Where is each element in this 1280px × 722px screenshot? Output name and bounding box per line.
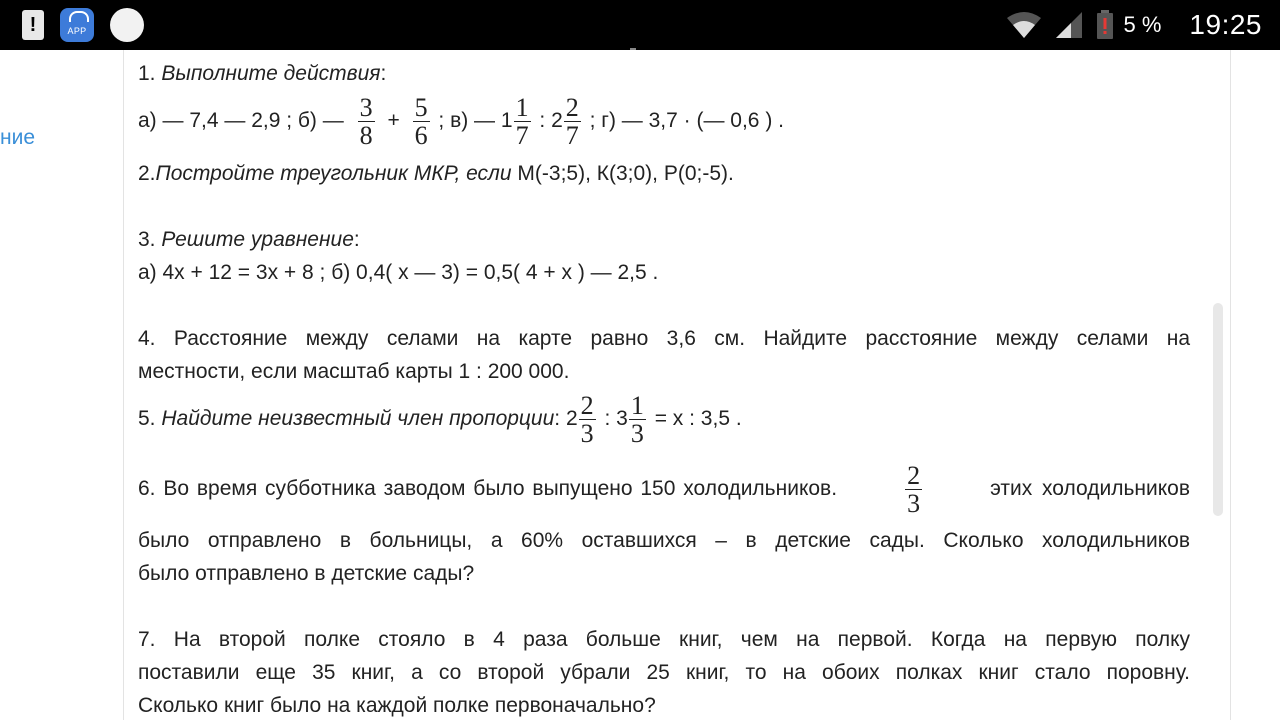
task-3-equations: а) 4х + 12 = 3х + 8 ; б) 0,4( х — 3) = 0,5( 4 + х ) — 2,5 .: [138, 261, 659, 284]
task-5: [138, 390, 742, 452]
clipped-text-fragment: [630, 48, 636, 50]
expression-v: ; в) — 1: [438, 109, 513, 132]
clock: 19:25: [1189, 9, 1262, 40]
task-6-line-1: [138, 458, 1190, 520]
fraction-denominator: 7: [565, 120, 579, 150]
fraction: [579, 392, 596, 447]
fraction: [564, 94, 581, 149]
circle-notification-icon[interactable]: [110, 8, 144, 42]
battery-low-icon: [1096, 10, 1114, 40]
battery-percentage: 5 %: [1123, 12, 1162, 37]
task-title: Постройте треугольник МКР, если: [155, 162, 512, 185]
task-4-line-1: 4. Расстояние между селами на карте равно 3,6 см. Найдите расстояние между селами на: [138, 327, 1190, 350]
fraction: [358, 94, 375, 149]
fraction: [514, 94, 531, 149]
proportion-start: : 2: [554, 407, 578, 430]
task-7-line-3: Сколько книг было на каждой полке первоначально?: [138, 694, 656, 717]
fraction-denominator: 7: [515, 120, 529, 150]
divide-sign: : 2: [539, 109, 563, 132]
task-6-line-3: было отправлено в детские сады?: [138, 562, 475, 585]
fraction: [629, 392, 646, 447]
app-store-notification-icon[interactable]: [60, 8, 94, 42]
proportion-end: = х : 3,5 .: [654, 407, 742, 430]
sidebar-link[interactable]: ние: [0, 126, 36, 149]
task-4-line-2: местности, если масштаб карты 1 : 200 000.: [138, 360, 570, 383]
fraction-denominator: 3: [580, 418, 594, 448]
fraction-numerator: 5: [414, 92, 428, 122]
task-6-end: этих холодильников: [990, 477, 1190, 500]
fraction-denominator: 6: [414, 120, 428, 150]
cellular-signal-icon: [1054, 10, 1084, 40]
fraction-denominator: 3: [630, 418, 644, 448]
task-title: Решите уравнение: [161, 228, 354, 251]
fraction-numerator: 1: [515, 92, 529, 122]
expression-a: а) — 7,4 — 2,9 ; б) —: [138, 109, 344, 132]
task-points: М(-3;5), К(3;0), Р(0;-5).: [511, 162, 734, 185]
task-title: Найдите неизвестный член пропорции: [161, 407, 555, 430]
task-title-suffix: :: [353, 228, 360, 251]
task-number: 5.: [138, 407, 162, 430]
task-3-heading: [138, 223, 360, 256]
plus-sign: +: [387, 109, 400, 132]
fraction-numerator: 1: [630, 390, 644, 420]
divide-sign: : 3: [604, 407, 628, 430]
app-icon-label: APP: [67, 26, 87, 36]
status-bar: [0, 0, 1280, 50]
fraction-denominator: 8: [359, 120, 373, 150]
fraction-numerator: 2: [907, 460, 921, 490]
task-2: [138, 157, 734, 190]
task-title-suffix: :: [380, 62, 387, 85]
fraction: [905, 462, 922, 517]
task-7-line-1: 7. На второй полке стояло в 4 раза больше книг, чем на первой. Когда на первую полку: [138, 628, 1190, 651]
task-number: 1.: [138, 62, 162, 85]
wifi-icon: [1006, 11, 1042, 39]
fraction-numerator: 2: [580, 390, 594, 420]
fraction-denominator: 3: [907, 488, 921, 518]
battery-warning-notification-icon[interactable]: !: [22, 10, 44, 40]
fraction-numerator: 2: [565, 92, 579, 122]
task-7-line-2: поставили еще 35 книг, а со второй убрали 25 книг, то на обоих полках книг стало поровну.: [138, 661, 1190, 684]
task-1-heading: [138, 57, 386, 90]
expression-g: ; г) — 3,7 · (— 0,6 ) .: [589, 109, 784, 132]
task-number: 2.: [138, 162, 156, 185]
fraction: [413, 94, 430, 149]
task-1-expressions: [138, 92, 784, 154]
task-number: 3.: [138, 228, 162, 251]
task-6-start: 6. Во время субботника заводом было выпущено 150 холодильников.: [138, 477, 838, 500]
task-6-line-2: было отправлено в больницы, а 60% оставшихся – в детские сады. Сколько холодильников: [138, 529, 1190, 552]
task-title: Выполните действия: [161, 62, 381, 85]
fraction-numerator: 3: [359, 92, 373, 122]
scrollbar-thumb[interactable]: [1213, 303, 1223, 516]
